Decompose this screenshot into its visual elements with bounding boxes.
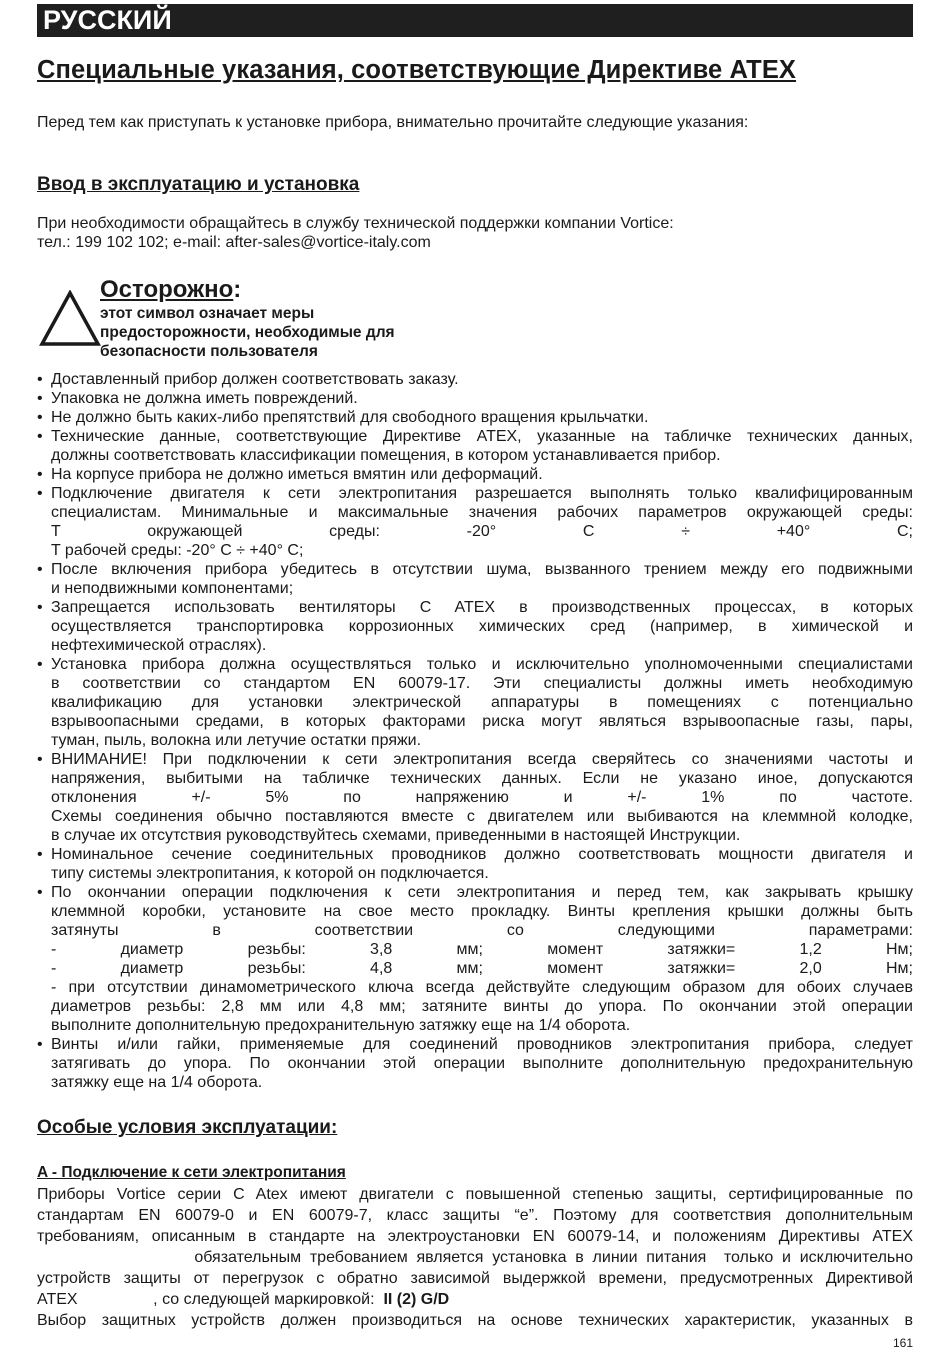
list-item-line: • Технические данные, соответствующие Директиве ATEX, указанные на табличке технических данных, bbox=[51, 428, 913, 445]
list-item-line: • Не должно быть каких-либо препятствий для свободного вращения крыльчатки. bbox=[51, 409, 649, 426]
list-item-line: взрывоопасными средами, в которых факторами риска могут являться взрывоопасные газы, пары, bbox=[51, 713, 913, 730]
list-item-line: • Винты и/или гайки, применяемые для соединений проводников электропитания прибора, следует bbox=[51, 1036, 913, 1053]
section-a-line: устройств защиты от перегрузок с обратно зависимой выдержкой времени, предусмотренных Директивой bbox=[37, 1270, 913, 1287]
requirements-list bbox=[37, 370, 913, 1092]
list-item-line: осуществляется транспортировка коррозионных химических сред (например, в химической и bbox=[51, 618, 913, 635]
section-a-heading: A - Подключение к сети электропитания bbox=[37, 1164, 346, 1181]
list-item-line: Схемы соединения обычно поставляются вместе с двигателем или выбиваются на клеммной колодке, bbox=[51, 808, 913, 825]
warning-line: предосторожности, необходимые для bbox=[100, 324, 395, 341]
section-a-line: Приборы Vortice серии C Atex имеют двигатели с повышенной степенью защиты, сертифицированные по bbox=[37, 1186, 913, 1203]
list-item-line: - диаметр резьбы: 4,8 мм; момент затяжки= 2,0 Нм; bbox=[51, 960, 913, 977]
list-item-line: выполните дополнительную предохранительную затяжку еще на 1/4 оборота. bbox=[51, 1017, 631, 1034]
atex-marking: II (2) G/D bbox=[383, 1291, 450, 1308]
list-item bbox=[37, 750, 913, 845]
special-conditions-heading: Особые условия эксплуатации: bbox=[37, 1117, 338, 1138]
section-a-line: обязательным требованием является установка в линии питания только и исключительно bbox=[37, 1249, 913, 1266]
list-item-line: и неподвижными компонентами; bbox=[51, 580, 294, 597]
warning-title bbox=[100, 276, 241, 304]
list-item-line: затянуты в соответствии со следующими параметрами: bbox=[51, 922, 913, 939]
intro-text: Перед тем как приступать к установке прибора, внимательно прочитайте следующие указания: bbox=[37, 114, 749, 131]
warning-block bbox=[37, 276, 913, 366]
list-item-line: должны соответствовать классификации помещения, в котором устанавливается прибор. bbox=[51, 447, 721, 464]
list-item-line: напряжения, выбитыми на табличке технических данных. Если не указано иное, допускаются bbox=[51, 770, 913, 787]
list-item bbox=[37, 389, 913, 408]
warning-title-word: Осторожно bbox=[100, 276, 234, 303]
warning-title-colon: : bbox=[233, 276, 242, 303]
warning-text bbox=[100, 304, 395, 361]
install-heading: Ввод в эксплуатацию и установка bbox=[37, 174, 360, 195]
section-a-marking-line bbox=[37, 1289, 913, 1310]
page-number: 161 bbox=[892, 1336, 913, 1350]
list-item-line: T окружающей среды: -20° C ÷ +40° C; bbox=[51, 523, 913, 540]
list-item-line: туман, пыль, волокна или летучие остатки пряжи. bbox=[51, 732, 422, 749]
list-item bbox=[37, 465, 913, 484]
list-item bbox=[37, 655, 913, 750]
list-item-line: клеммной коробки, установите на свое место прокладку. Винты крепления крышки должны быть bbox=[51, 903, 913, 920]
list-item-line: затяжку еще на 1/4 оборота. bbox=[51, 1074, 263, 1091]
list-item-line: • Упаковка не должна иметь повреждений. bbox=[51, 390, 358, 407]
support-line-1: При необходимости обращайтесь в службу технической поддержки компании Vortice: bbox=[37, 215, 674, 232]
list-item bbox=[37, 484, 913, 560]
list-item bbox=[37, 427, 913, 465]
list-item bbox=[37, 1035, 913, 1092]
list-item bbox=[37, 408, 913, 427]
list-item-line: специалистам. Минимальные и максимальные значения рабочих параметров окружающей среды: bbox=[51, 504, 913, 521]
section-a-line: требованиям, описанным в стандарте на электроустановки EN 60079-14, и положениям Директивы ATEX bbox=[37, 1228, 913, 1245]
section-a-line: Выбор защитных устройств должен производиться на основе технических характеристик, указанных в bbox=[37, 1312, 913, 1329]
list-item-line: диаметров резьбы: 2,8 мм или 4,8 мм; затяните винты до упора. По окончании этой операции bbox=[51, 998, 913, 1015]
list-item-line: квалификацию для установки электрической аппаратуры в помещениях с потенциально bbox=[51, 694, 913, 711]
list-item-line: типу системы электропитания, к которой он подключается. bbox=[51, 865, 489, 882]
support-line-2: тел.: 199 102 102; e-mail: after-sales@vortice-italy.com bbox=[37, 234, 431, 251]
list-item-line: • Подключение двигателя к сети электропитания разрешается выполнять только квалифицированным bbox=[51, 485, 913, 502]
warning-triangle-icon bbox=[39, 290, 101, 346]
page-title: Специальные указания, соответствующие Директиве ATEX bbox=[37, 56, 797, 84]
list-item bbox=[37, 883, 913, 1035]
list-item-line: T рабочей среды: -20° C ÷ +40° C; bbox=[51, 542, 304, 559]
list-item-line: нефтехимической отраслях). bbox=[51, 637, 267, 654]
section-a bbox=[37, 1164, 913, 1331]
list-item-line: • Номинальное сечение соединительных проводников должно соответствовать мощности двигателя и bbox=[51, 846, 913, 863]
list-item-line: - при отсутствии динамометрического ключа всегда действуйте следующим образом для обоих случаев bbox=[51, 979, 913, 996]
list-item-line: • ВНИМАНИЕ! При подключении к сети электропитания всегда сверяйтесь со значениями частоты и bbox=[51, 751, 913, 768]
section-a-line: стандартам EN 60079-0 и EN 60079-7, класс защиты “e”. Поэтому для соответствия дополнительным bbox=[37, 1207, 913, 1224]
list-item bbox=[37, 598, 913, 655]
language-header: РУССКИЙ bbox=[37, 4, 913, 37]
list-item-line: • Запрещается использовать вентиляторы C ATEX в производственных процессах, в которых bbox=[51, 599, 913, 616]
list-item bbox=[37, 370, 913, 389]
list-item bbox=[37, 560, 913, 598]
list-item-line: • Доставленный прибор должен соответствовать заказу. bbox=[51, 371, 459, 388]
list-item-line: затягивать до упора. По окончании этой операции выполните дополнительную предохранительную bbox=[51, 1055, 913, 1072]
list-item-line: • Установка прибора должна осуществляться только и исключительно уполномоченными специалистами bbox=[51, 656, 913, 673]
warning-line: этот символ означает меры bbox=[100, 305, 315, 322]
warning-line: безопасности пользователя bbox=[100, 343, 318, 360]
list-item-line: в соответствии со стандартом EN 60079-17. Эти специалисты должны иметь необходимую bbox=[51, 675, 913, 692]
list-item bbox=[37, 845, 913, 883]
list-item-line: • После включения прибора убедитесь в отсутствии шума, вызванного трением между его подвижными bbox=[51, 561, 913, 578]
list-item-line: отклонения +/- 5% по напряжению и +/- 1% по частоте. bbox=[51, 789, 913, 806]
list-item-line: • По окончании операции подключения к сети электропитания и перед тем, как закрывать крышку bbox=[51, 884, 913, 901]
atex-line-text: ATEX , со следующей маркировкой: bbox=[37, 1291, 384, 1308]
list-item-line: - диаметр резьбы: 3,8 мм; момент затяжки= 1,2 Нм; bbox=[51, 941, 913, 958]
list-item-line: • На корпусе прибора не должно иметься вмятин или деформаций. bbox=[51, 466, 543, 483]
list-item-line: в случае их отсутствия руководствуйтесь схемами, приведенными в настоящей Инструкции. bbox=[51, 827, 741, 844]
